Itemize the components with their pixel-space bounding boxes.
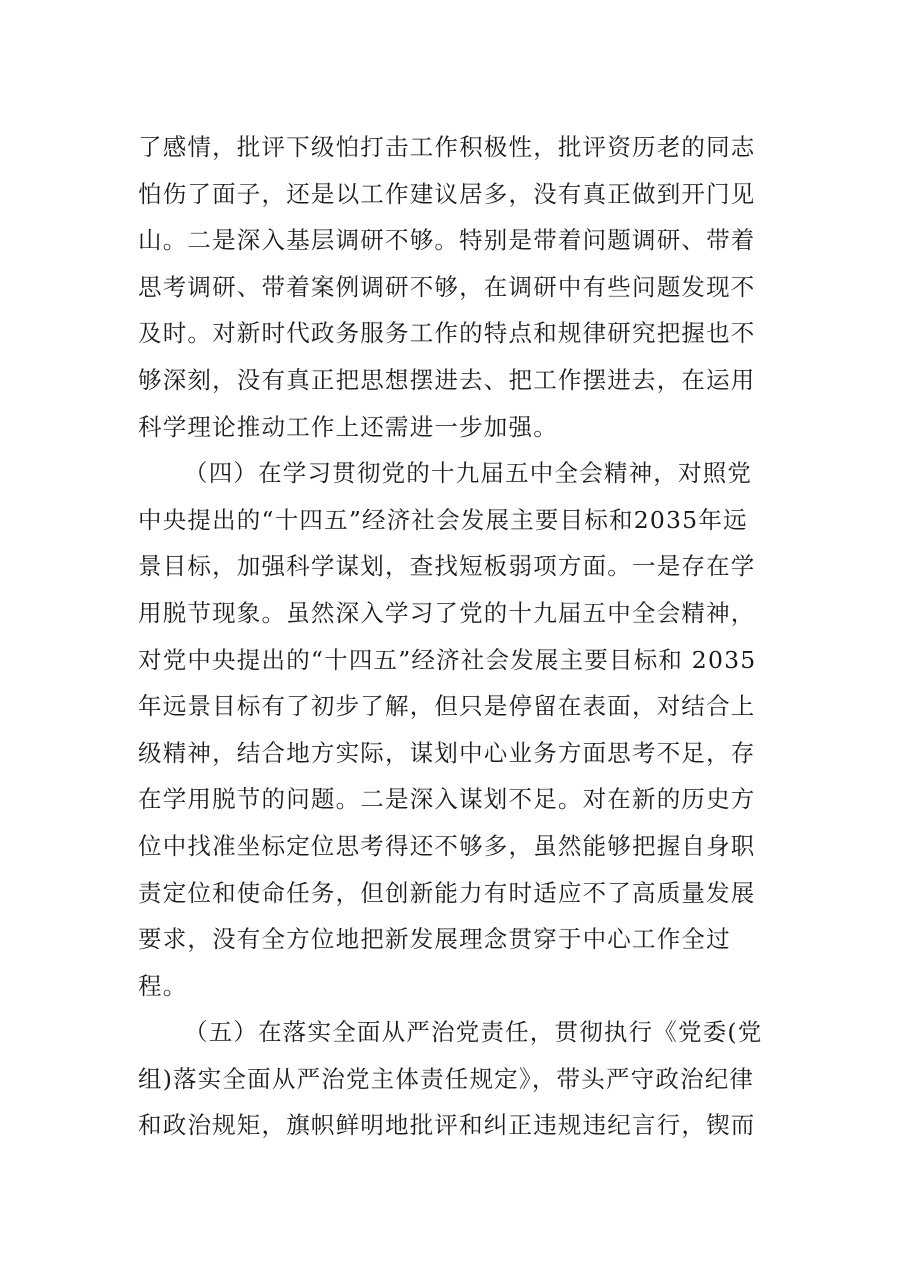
paragraph-1-line-7: 科学理论推动工作上还需进一步加强。: [138, 412, 558, 441]
paragraph-2-line-10: 责定位和使命任务，但创新能力有时适应不了高质量发展: [138, 878, 756, 907]
paragraph-2-line-7: 级精神，结合地方实际，谋划中心业务方面思考不足，存: [138, 738, 756, 767]
paragraph-3-line-3: 和政治规矩，旗帜鲜明地批评和纠正违规违纪言行，锲而: [138, 1111, 756, 1140]
paragraph-1-line-5: 及时。对新时代政务服务工作的特点和规律研究把握也不: [138, 319, 756, 348]
paragraph-2-line-12: 程。: [138, 971, 188, 1000]
document-body: [138, 124, 778, 1149]
paragraph-1-line-1: 了感情，批评下级怕打击工作积极性，批评资历老的同志: [138, 133, 756, 161]
paragraph-2-line-8: 在学用脱节的问题。二是深入谋划不足。对在新的历史方: [138, 785, 756, 814]
paragraph-2-line-9: 位中找准坐标定位思考得还不够多，虽然能够把握自身职: [138, 831, 756, 860]
paragraph-2-line-2: 中央提出的“十四五”经济社会发展主要目标和2035年远: [138, 505, 748, 534]
paragraph-2-line-6: 年远景目标有了初步了解，但只是停留在表面，对结合上: [138, 692, 756, 721]
paragraph-2-line-1: （四）在学习贯彻党的十九届五中全会精神，对照党: [184, 459, 753, 488]
paragraph-1-line-4: 思考调研、带着案例调研不够，在调研中有些问题发现不: [138, 272, 756, 301]
paragraph-1-line-3: 山。二是深入基层调研不够。特别是带着问题调研、带着: [138, 226, 756, 255]
paragraph-1-line-6: 够深刻，没有真正把思想摆进去、把工作摆进去，在运用: [138, 365, 756, 394]
paragraph-2-line-5: 对党中央提出的“十四五”经济社会发展主要目标和 2035: [138, 645, 757, 674]
paragraph-3-line-1: （五）在落实全面从严治党责任，贯彻执行《党委(党: [184, 1018, 763, 1047]
paragraph-2-line-11: 要求，没有全方位地把新发展理念贯穿于中心工作全过: [138, 925, 731, 954]
paragraph-1-line-2: 怕伤了面子，还是以工作建议居多，没有真正做到开门见: [138, 179, 756, 208]
paragraph-2-line-3: 景目标，加强科学谋划，查找短板弱项方面。一是存在学: [138, 552, 756, 581]
paragraph-3-line-2: 组)落实全面从严治党主体责任规定》，带头严守政治纪律: [138, 1064, 755, 1093]
paragraph-2-line-4: 用脱节现象。虽然深入学习了党的十九届五中全会精神，: [138, 598, 756, 627]
